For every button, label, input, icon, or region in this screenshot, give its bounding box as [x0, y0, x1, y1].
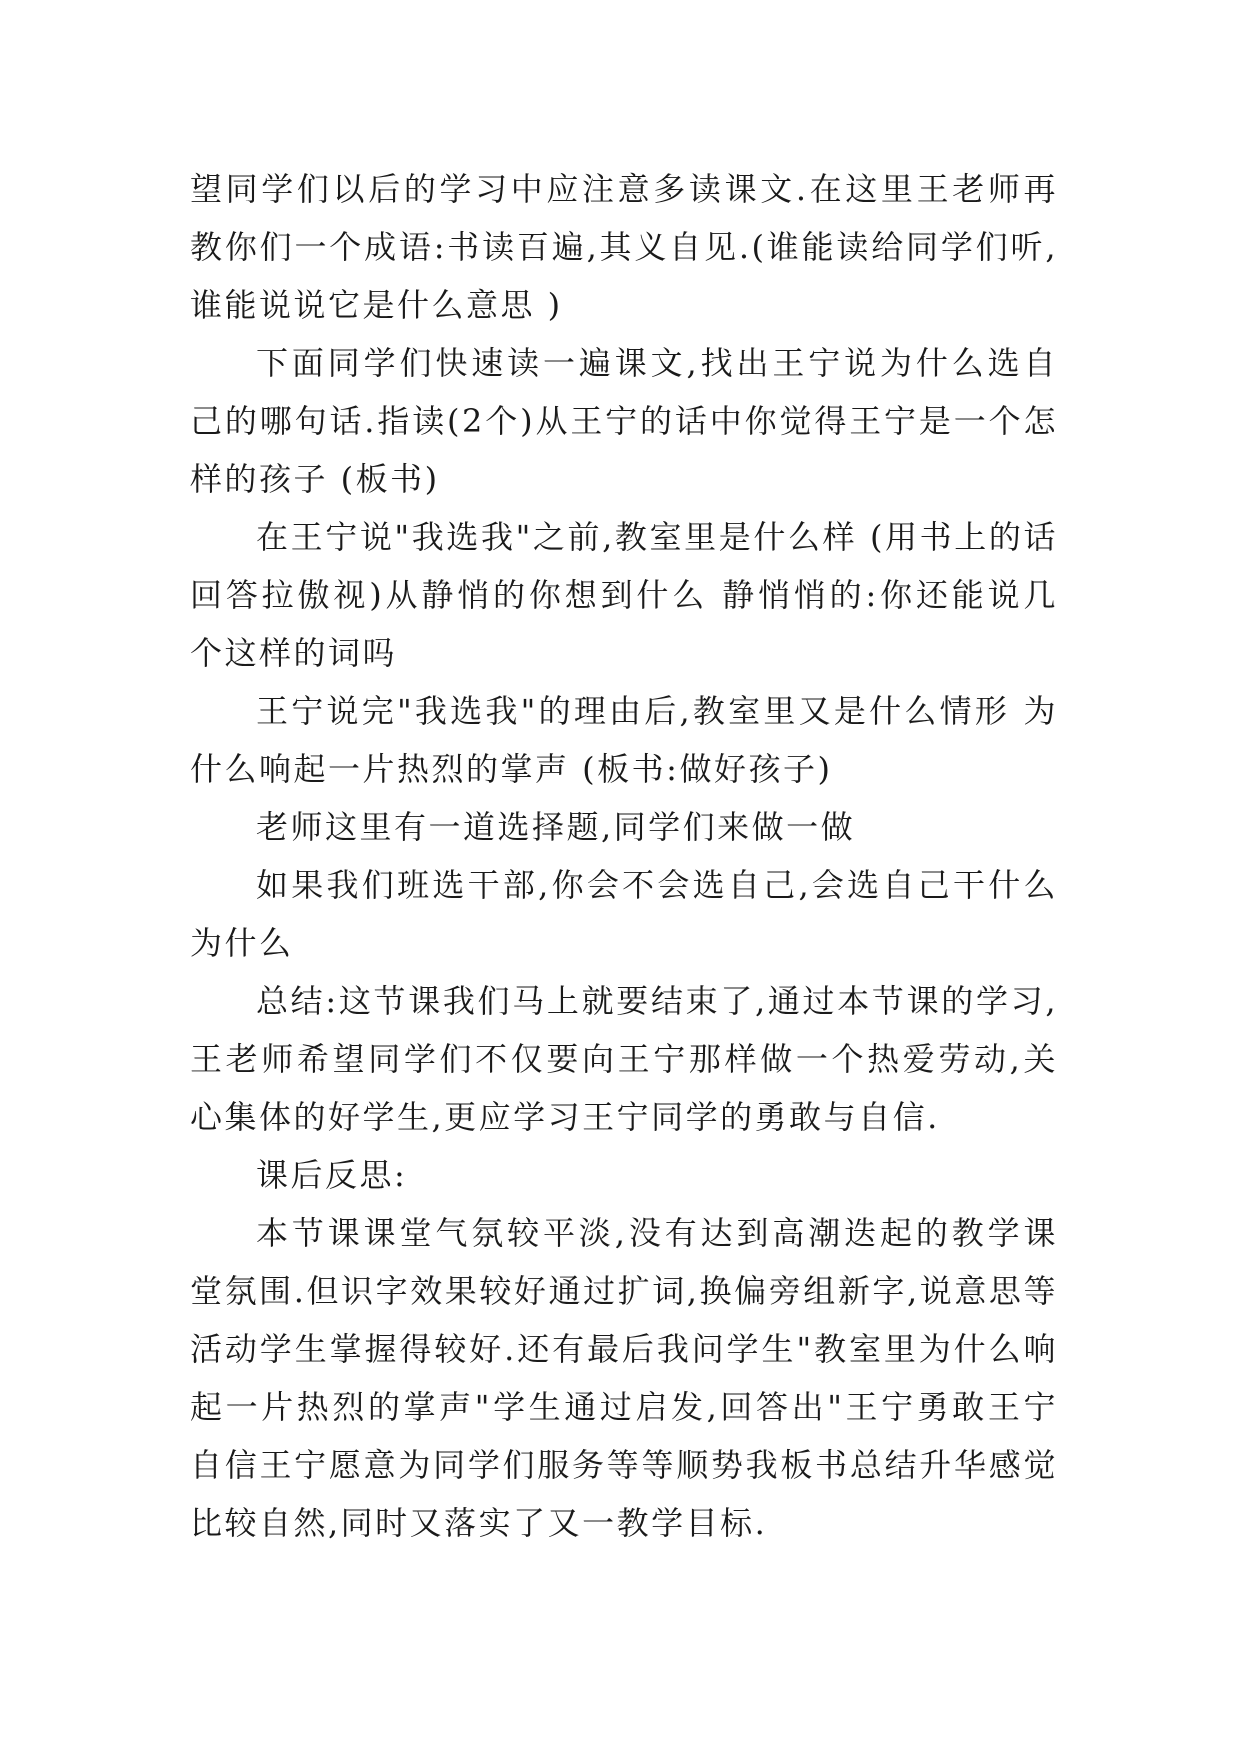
paragraph-8: 课后反思: — [256, 1156, 408, 1194]
paragraph-9: 本节课课堂气氛较平淡,没有达到高潮迭起的教学课堂氛围.但识字效果较好通过扩词,换偏旁组新字,说意思等活动学生掌握得较好.还有最后我问学生"教室里为什么响起一片热烈的掌声"学生通过启发,回答出"王宁勇敢王宁自信王宁愿意为同学们服务等等顺势我板书总结升华感觉比较自然,同时又落实了又一教学目标. — [190, 1214, 1058, 1542]
paragraph-2: 下面同学们快速读一遍课文,找出王宁说为什么选自己的哪句话.指读(2个)从王宁的话中你觉得王宁是一个怎样的孩子 (板书) — [190, 344, 1058, 498]
paragraph-1: 望同学们以后的学习中应注意多读课文.在这里王老师再教你们一个成语:书读百遍,其义自见.(谁能读给同学们听,谁能说说它是什么意思 ) — [190, 170, 1058, 324]
paragraph-6: 如果我们班选干部,你会不会选自己,会选自己干什么为什么 — [190, 866, 1058, 962]
paragraph-3: 在王宁说"我选我"之前,教室里是什么样 (用书上的话回答拉傲视)从静悄的你想到什么 静悄悄的:你还能说几个这样的词吗 — [190, 518, 1058, 672]
paragraph-7: 总结:这节课我们马上就要结束了,通过本节课的学习,王老师希望同学们不仅要向王宁那样做一个热爱劳动,关心集体的好学生,更应学习王宁同学的勇敢与自信. — [190, 982, 1058, 1136]
paragraph-5: 老师这里有一道选择题,同学们来做一做 — [256, 808, 856, 846]
document-body — [190, 160, 1058, 1552]
paragraph-4: 王宁说完"我选我"的理由后,教室里又是什么情形 为什么响起一片热烈的掌声 (板书:做好孩子) — [190, 692, 1058, 788]
